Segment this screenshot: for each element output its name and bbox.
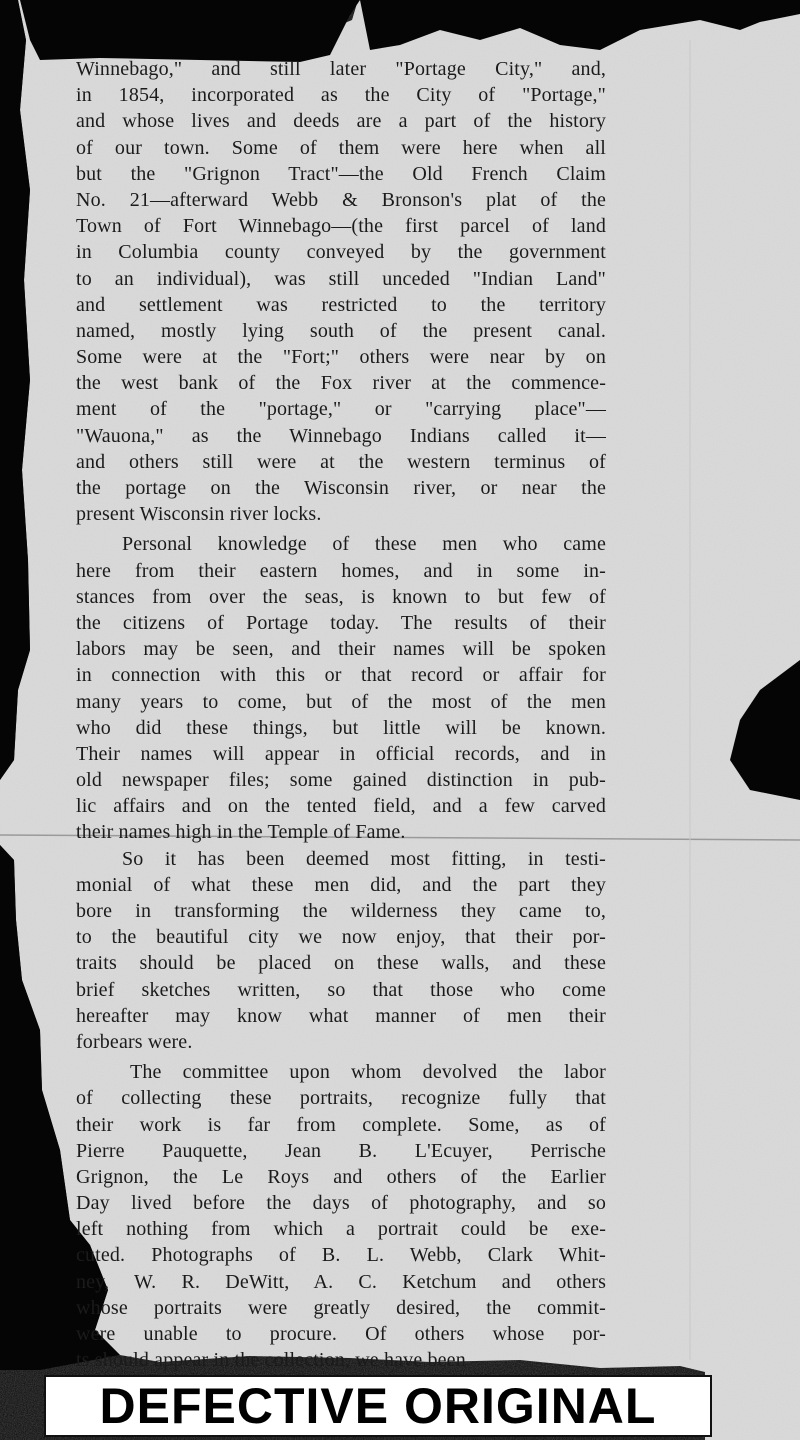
text-line: to the beautiful city we now enjoy, that their por-	[76, 926, 606, 949]
text-line: of our town. Some of them were here when all	[76, 136, 606, 159]
text-line: Day lived before the days of photography, and so	[76, 1192, 606, 1215]
text-line: in connection with this or that record or affair for	[76, 664, 606, 687]
text-line: Some were at the "Fort;" others were near by on	[76, 346, 606, 369]
text-line: the portage on the Wisconsin river, or near the	[76, 477, 606, 499]
paragraph-3	[76, 846, 606, 1056]
text-line: cuted. Photographs of B. L. Webb, Clark Whit-	[76, 1244, 606, 1267]
text-line: in 1854, incorporated as the City of "Portage,"	[76, 84, 606, 107]
text-line: old newspaper files; some gained distinction in pub-	[76, 769, 606, 792]
text-line: Personal knowledge of these men who came	[122, 533, 606, 556]
text-line: their names high in the Temple of Fame.	[76, 821, 406, 844]
text-line: ts should appear in the collection, we have been	[76, 1349, 466, 1372]
text-line: Their names will appear in official records, and in	[76, 742, 606, 765]
text-line: named, mostly lying south of the present canal.	[76, 319, 606, 342]
text-line: lic affairs and on the tented field, and a few carved	[76, 795, 606, 818]
article-text	[76, 56, 606, 1373]
paragraph-2	[76, 531, 606, 845]
paragraph-4	[76, 1059, 606, 1373]
text-line: Pierre Pauquette, Jean B. L'Ecuyer, Perrische	[76, 1139, 606, 1162]
text-line: stances from over the seas, is known to but few of	[76, 585, 606, 608]
text-line: to an individual), was still unceded "Indian Land"	[76, 267, 606, 290]
text-line: No. 21—afterward Webb & Bronson's plat of the	[76, 188, 606, 211]
text-line: bore in transforming the wilderness they came to,	[76, 900, 606, 922]
text-line: brief sketches written, so that those who come	[76, 978, 606, 1001]
text-line: their work is far from complete. Some, as of	[76, 1113, 606, 1136]
text-line: left nothing from which a portrait could be exe-	[76, 1218, 606, 1241]
text-line: ney, W. R. DeWitt, A. C. Ketchum and others	[76, 1270, 606, 1293]
text-line: The committee upon whom devolved the labor	[130, 1061, 606, 1084]
text-line: many years to come, but of the most of the men	[76, 690, 606, 713]
text-line: ment of the "portage," or "carrying place"—	[76, 398, 606, 421]
paragraph-1	[76, 56, 606, 527]
text-line: who did these things, but little will be known.	[76, 716, 606, 739]
text-line: but the "Grignon Tract"—the Old French Claim	[76, 162, 606, 185]
text-line: were unable to procure. Of others whose por-	[76, 1323, 606, 1345]
text-line: whose portraits were greatly desired, the commit-	[76, 1296, 606, 1319]
text-line: labors may be seen, and their names will be spoken	[76, 638, 606, 661]
text-line: Town of Fort Winnebago—(the first parcel of land	[76, 215, 606, 238]
text-line: Grignon, the Le Roys and others of the Earlier	[76, 1165, 606, 1188]
text-line: present Wisconsin river locks.	[76, 503, 322, 526]
text-line: monial of what these men did, and the part they	[76, 873, 606, 896]
defective-original-banner	[44, 1375, 712, 1437]
text-line: forbears were.	[76, 1030, 193, 1053]
text-line: hereafter may know what manner of men their	[76, 1004, 606, 1027]
text-line: and whose lives and deeds are a part of the history	[76, 110, 606, 133]
text-line: and others still were at the western terminus of	[76, 450, 606, 473]
text-line: "Wauona," as the Winnebago Indians called it—	[76, 424, 606, 447]
banner-text: DEFECTIVE ORIGINAL	[99, 1378, 657, 1434]
text-line: and settlement was restricted to the territory	[76, 293, 606, 316]
text-line: here from their eastern homes, and in some in-	[76, 559, 606, 582]
text-line: Winnebago," and still later "Portage City," and,	[76, 58, 606, 80]
text-line: traits should be placed on these walls, and these	[76, 952, 606, 975]
text-line: the citizens of Portage today. The results of their	[76, 611, 606, 634]
text-line: of collecting these portraits, recognize fully that	[76, 1087, 606, 1110]
text-line: in Columbia county conveyed by the government	[76, 241, 606, 264]
text-line: the west bank of the Fox river at the commence-	[76, 372, 606, 395]
text-line: So it has been deemed most fitting, in testi-	[122, 847, 606, 870]
